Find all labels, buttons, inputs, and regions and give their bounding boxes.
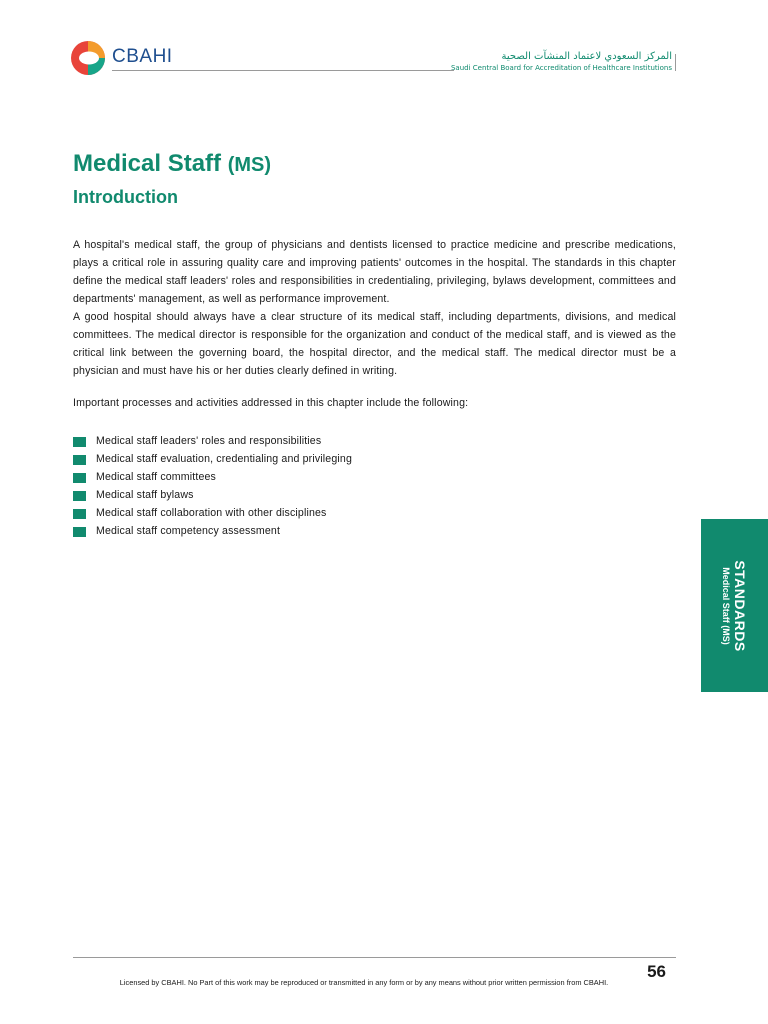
list-item-text: Medical staff evaluation, credentialing and privileging: [96, 453, 352, 465]
chapter-code: (MS): [227, 154, 272, 176]
license-notice: Licensed by CBAHI. No Part of this work may be reproduced or transmitted in any form or by any means without prior written permission from CBAHI.: [119, 978, 609, 987]
header-vertical-divider: [675, 54, 676, 71]
list-item-text: Medical staff competency assessment: [96, 525, 281, 537]
list-item-text: Medical staff leaders' roles and responsibilities: [96, 435, 322, 447]
list-item-text: Medical staff committees: [96, 471, 216, 483]
english-organization-name: Saudi Central Board for Accreditation of Healthcare Institutions: [450, 64, 672, 72]
introduction-body: [73, 236, 676, 380]
chapter-title: [73, 150, 271, 178]
brand-name: CBAHI: [112, 46, 173, 67]
section-title: Introduction: [73, 187, 178, 207]
side-tab-label: [720, 560, 748, 651]
cbahi-logo-icon: [70, 40, 110, 76]
topics-list: [73, 432, 352, 540]
standards-side-tab: [701, 519, 768, 692]
paragraph: A good hospital should always have a clear structure of its medical staff, including departments, divisions, and medical committees. The medical director is responsible for the organization and conduct of the medical staff, and is viewed as the critical link between the governing board, the hospital director, and the medical staff. The medical director must be a physician and must have his or her duties clearly defined in writing.: [73, 311, 676, 377]
chapter-title-text: Medical Staff: [73, 150, 222, 177]
header-divider: [112, 70, 454, 71]
square-bullet-icon: [73, 509, 86, 519]
square-bullet-icon: [73, 473, 86, 483]
arabic-organization-name: المركز السعودي لاعتماد المنشآت الصحية: [501, 51, 672, 62]
list-item: [73, 450, 352, 468]
square-bullet-icon: [73, 437, 86, 447]
bullet-lead-text: Important processes and activities addressed in this chapter include the following:: [73, 397, 469, 409]
page-number: 56: [647, 962, 666, 981]
page-header: [0, 0, 768, 100]
square-bullet-icon: [73, 491, 86, 501]
list-item-text: Medical staff bylaws: [96, 489, 194, 501]
paragraph: A hospital's medical staff, the group of physicians and dentists licensed to practice medicine and prescribe medications, plays a critical role in assuring quality care and improving patients' outcomes in the hospital. The standards in this chapter define the medical staff leaders' roles and responsibilities in credentialing, privileging, bylaws development, committees and departments' management, as well as performance improvement.: [73, 239, 676, 305]
list-item: [73, 522, 352, 540]
list-item: [73, 504, 352, 522]
list-item: [73, 432, 352, 450]
square-bullet-icon: [73, 527, 86, 537]
side-tab-subtitle: Medical Staff (MS): [721, 567, 731, 645]
list-item: [73, 468, 352, 486]
square-bullet-icon: [73, 455, 86, 465]
list-item: [73, 486, 352, 504]
side-tab-title: STANDARDS: [732, 560, 748, 652]
footer-divider: [73, 957, 676, 958]
list-item-text: Medical staff collaboration with other disciplines: [96, 507, 327, 519]
